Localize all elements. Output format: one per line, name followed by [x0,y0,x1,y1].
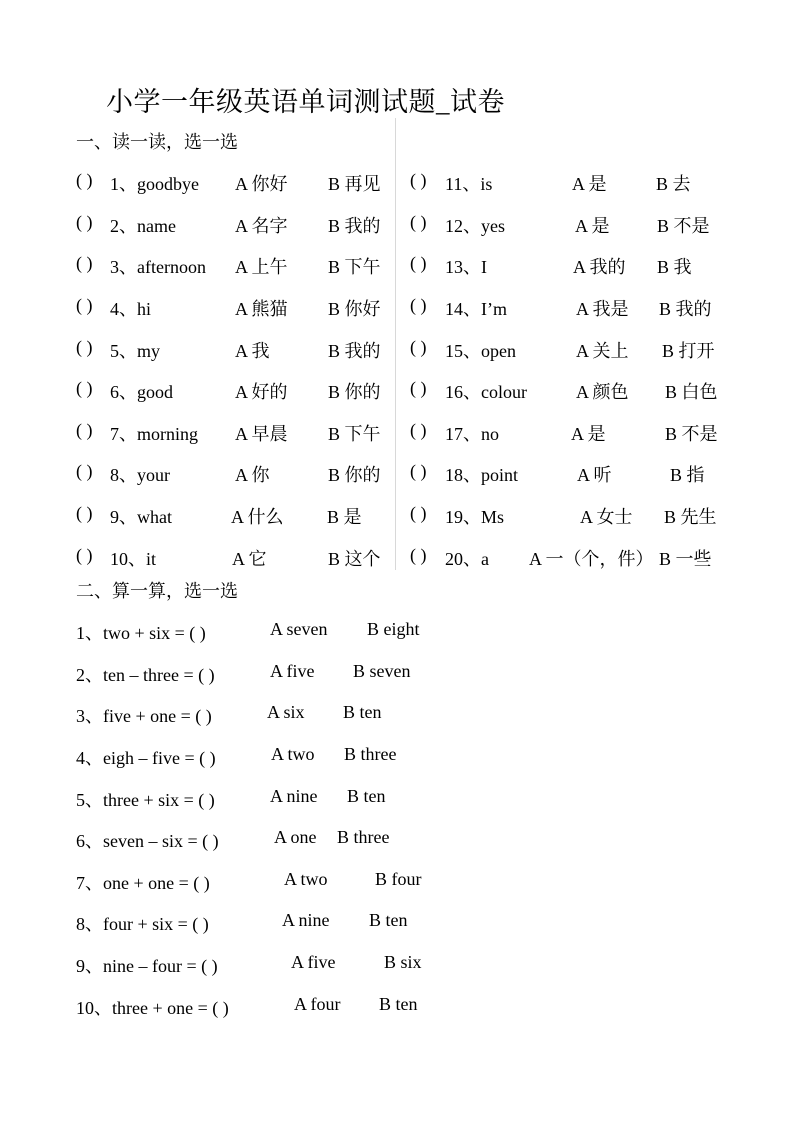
option-a: A 是 [571,424,606,444]
question-word: 15、open [445,341,516,361]
answer-blank: ( ) [76,212,93,232]
question-row [0,170,793,196]
question-word: 14、I’m [445,299,507,319]
option-a: A nine [282,910,330,930]
option-a: A nine [270,786,318,806]
arithmetic-row [76,661,776,687]
option-b: B three [337,827,390,847]
option-b: B 我的 [328,216,381,236]
option-b: B 去 [656,174,691,194]
option-a: A 女士 [580,507,633,527]
option-a: A five [291,952,336,972]
answer-blank: ( ) [410,253,427,273]
option-b: B eight [367,619,420,639]
section-2-heading: 二、算一算，选一选 [76,581,238,601]
option-b: B 你的 [328,382,381,402]
answer-blank: ( ) [76,545,93,565]
arithmetic-question: 10、three + one = ( ) [76,998,229,1018]
option-a: A two [284,869,328,889]
option-a: A 你好 [235,174,288,194]
arithmetic-question: 7、one + one = ( ) [76,873,210,893]
option-a: A 一（个，件） [529,549,654,569]
arithmetic-row [76,952,776,978]
option-b: B seven [353,661,411,681]
option-b: B 打开 [662,341,715,361]
question-row [0,212,793,238]
option-b: B ten [379,994,418,1014]
option-a: A 好的 [235,382,288,402]
question-row [0,420,793,446]
question-word: 17、no [445,424,499,444]
option-b: B 一些 [659,549,712,569]
arithmetic-question: 9、nine – four = ( ) [76,956,218,976]
question-word: 8、your [110,465,170,485]
answer-blank: ( ) [410,337,427,357]
option-a: A five [270,661,315,681]
answer-blank: ( ) [76,503,93,523]
answer-blank: ( ) [76,420,93,440]
option-b: B 不是 [665,424,718,444]
option-b: B 白色 [665,382,718,402]
arithmetic-question: 5、three + six = ( ) [76,790,215,810]
option-a: A seven [270,619,328,639]
arithmetic-question: 4、eigh – five = ( ) [76,748,216,768]
option-a: A 熊猫 [235,299,288,319]
option-a: A 听 [577,465,612,485]
option-b: B 你好 [328,299,381,319]
question-word: 5、my [110,341,161,361]
option-b: B 先生 [664,507,717,527]
arithmetic-question: 3、five + one = ( ) [76,706,212,726]
arithmetic-row [76,869,776,895]
answer-blank: ( ) [76,253,93,273]
question-row [0,378,793,404]
answer-blank: ( ) [410,461,427,481]
option-a: A six [267,702,305,722]
option-b: B 我的 [328,341,381,361]
page-title: 小学一年级英语单词测试题_试卷 [106,87,505,117]
option-a: A 早晨 [235,424,288,444]
question-row [0,461,793,487]
question-word: 2、name [110,216,176,236]
answer-blank: ( ) [76,295,93,315]
option-b: B four [375,869,422,889]
option-a: A two [271,744,315,764]
question-row [0,337,793,363]
option-b: B 是 [327,507,362,527]
answer-blank: ( ) [76,170,93,190]
option-b: B 这个 [328,549,381,569]
question-word: 12、yes [445,216,505,236]
arithmetic-row [76,619,776,645]
option-a: A 名字 [235,216,288,236]
option-a: A 上午 [235,257,288,277]
option-b: B 再见 [328,174,381,194]
arithmetic-question: 8、four + six = ( ) [76,914,209,934]
option-b: B 不是 [657,216,710,236]
arithmetic-question: 6、seven – six = ( ) [76,831,219,851]
option-a: A 是 [575,216,610,236]
option-a: A 它 [232,549,267,569]
option-a: A 关上 [576,341,629,361]
arithmetic-row [76,994,776,1020]
question-word: 7、morning [110,424,198,444]
option-a: A 是 [572,174,607,194]
arithmetic-question: 1、two + six = ( ) [76,623,206,643]
option-b: B 下午 [328,424,381,444]
option-a: A 你 [235,465,270,485]
answer-blank: ( ) [410,420,427,440]
answer-blank: ( ) [410,545,427,565]
answer-blank: ( ) [410,503,427,523]
answer-blank: ( ) [76,461,93,481]
question-row [0,545,793,571]
question-word: 11、is [445,174,493,194]
option-a: A 我是 [576,299,629,319]
question-word: 13、I [445,257,487,277]
question-row [0,503,793,529]
question-word: 10、it [110,549,157,569]
question-word: 19、Ms [445,507,505,527]
option-b: B 下午 [328,257,381,277]
answer-blank: ( ) [410,170,427,190]
option-b: B 指 [670,465,705,485]
question-word: 3、afternoon [110,257,206,277]
option-b: B three [344,744,397,764]
answer-blank: ( ) [76,337,93,357]
arithmetic-row [76,827,776,853]
answer-blank: ( ) [76,378,93,398]
section-1-heading: 一、读一读，选一选 [76,132,238,152]
option-a: A four [294,994,341,1014]
option-a: A 颜色 [576,382,629,402]
arithmetic-row [76,910,776,936]
arithmetic-row [76,786,776,812]
option-a: A 我的 [573,257,626,277]
arithmetic-row [76,744,776,770]
arithmetic-row [76,702,776,728]
option-a: A one [274,827,317,847]
answer-blank: ( ) [410,378,427,398]
option-b: B 你的 [328,465,381,485]
question-word: 4、hi [110,299,152,319]
option-b: B six [384,952,422,972]
option-b: B 我 [657,257,692,277]
question-word: 18、point [445,465,519,485]
question-word: 20、a [445,549,489,569]
option-a: A 什么 [231,507,284,527]
option-b: B ten [343,702,382,722]
question-word: 9、what [110,507,172,527]
question-row [0,253,793,279]
option-a: A 我 [235,341,270,361]
answer-blank: ( ) [410,212,427,232]
option-b: B ten [369,910,408,930]
option-b: B 我的 [659,299,712,319]
question-word: 16、colour [445,382,527,402]
option-b: B ten [347,786,386,806]
question-row [0,295,793,321]
question-word: 6、good [110,382,173,402]
arithmetic-question: 2、ten – three = ( ) [76,665,215,685]
question-word: 1、goodbye [110,174,199,194]
answer-blank: ( ) [410,295,427,315]
